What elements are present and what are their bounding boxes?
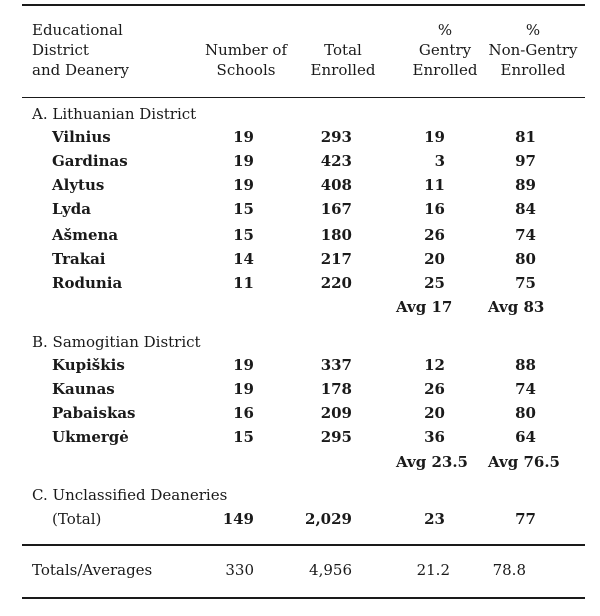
total-enrolled: 4,956 [309,561,352,579]
deanery-name: Kaunas [52,380,115,398]
nongentry-value: 97 [515,152,536,170]
section-title: A. Lithuanian District [32,105,197,123]
average-row [0,296,600,318]
deanery-name: Ukmergė [52,428,129,446]
total-schools: 330 [225,561,254,579]
schools-value: 19 [233,152,254,170]
total-gentry: 21.2 [416,561,450,579]
section-title: B. Samogitian District [32,333,201,351]
nongentry-value: 77 [515,510,536,528]
deanery-name: Vilnius [52,128,111,146]
enrolled-value: 408 [320,176,352,194]
nongentry-value: 80 [515,404,536,422]
gentry-value: 23 [424,510,445,528]
nongentry-value: 75 [515,274,536,292]
nongentry-value: 88 [515,356,536,374]
enrolled-value: 295 [320,428,352,446]
gentry-value: 11 [424,176,445,194]
enrolled-value: 167 [320,200,352,218]
deanery-name: Gardinas [52,152,128,170]
totals-label: Totals/Averages [32,561,153,579]
header-line: Total [324,41,362,59]
top-rule [22,4,585,6]
nongentry-value: 81 [515,128,536,146]
gentry-value: 26 [424,380,445,398]
schools-value: 15 [233,226,254,244]
header-line: Enrolled [500,61,566,79]
table-row [0,198,600,220]
gentry-value: 12 [424,356,445,374]
table-row [0,426,600,448]
gentry-value: 19 [424,128,445,146]
table-row [0,248,600,270]
table-row [0,508,600,530]
header-line: and Deanery [32,61,130,79]
header-line: Non-Gentry [488,41,578,59]
nongentry-value: 64 [515,428,536,446]
table-row [0,272,600,294]
enrolled-value: 423 [320,152,352,170]
header-line: Enrolled [412,61,478,79]
table-row [0,402,600,424]
avg-nongentry: Avg 76.5 [488,453,560,471]
schools-value: 19 [233,356,254,374]
header-line: % [437,21,453,39]
schools-value: 19 [233,128,254,146]
header-rule [22,97,585,98]
enrolled-value: 209 [320,404,352,422]
nongentry-value: 89 [515,176,536,194]
table-row [0,174,600,196]
deanery-name: Trakai [52,250,106,268]
section-heading-unclassified [0,484,600,506]
gentry-value: 36 [424,428,445,446]
header-district-deanery [32,20,129,80]
gentry-value: 20 [424,404,445,422]
enrolled-value: 220 [320,274,352,292]
table-row [0,150,600,172]
table-row [0,378,600,400]
header-line: Educational [32,21,123,39]
header-line: % [525,21,541,39]
deanery-name: Ašmena [52,226,119,244]
gentry-value: 26 [424,226,445,244]
nongentry-value: 74 [515,380,536,398]
section-title: C. Unclassified Deaneries [32,486,228,504]
table-row [0,126,600,148]
gentry-value: 16 [424,200,445,218]
enrolled-value: 178 [320,380,352,398]
deanery-name: Alytus [52,176,105,194]
totals-rule [22,544,585,546]
totals-row [0,559,600,581]
enrolled-value: 217 [320,250,352,268]
deanery-name: Kupiškis [52,356,125,374]
table-row [0,224,600,246]
schools-value: 15 [233,200,254,218]
bottom-rule [22,597,585,599]
nongentry-value: 74 [515,226,536,244]
gentry-value: 3 [434,152,445,170]
header-total-enrolled [298,40,388,80]
enrolled-value: 180 [320,226,352,244]
section-heading-lithuanian [0,103,600,125]
nongentry-value: 80 [515,250,536,268]
avg-gentry: Avg 23.5 [396,453,468,471]
header-line: District [32,41,89,59]
section-heading-samogitian [0,331,600,353]
schools-value: 19 [233,176,254,194]
total-nongentry: 78.8 [492,561,526,579]
header-line: Gentry [418,41,472,59]
deanery-name: Lyda [52,200,91,218]
table-row [0,354,600,376]
enrolled-value: 293 [320,128,352,146]
deanery-name: Rodunia [52,274,123,292]
header-line: Enrolled [310,61,376,79]
avg-gentry: Avg 17 [396,298,453,316]
gentry-value: 25 [424,274,445,292]
schools-value: 15 [233,428,254,446]
nongentry-value: 84 [515,200,536,218]
deanery-name: Pabaiskas [52,404,136,422]
schools-value: 16 [233,404,254,422]
header-line: Number of [204,41,287,59]
gentry-value: 20 [424,250,445,268]
enrolled-value: 337 [320,356,352,374]
header-number-of-schools [196,40,296,80]
deanery-name: (Total) [52,510,102,528]
header-line: Schools [216,61,276,79]
average-row [0,451,600,473]
schools-value: 149 [222,510,254,528]
schools-value: 11 [233,274,254,292]
header-non-gentry-enrolled [470,20,596,80]
enrolled-value: 2,029 [305,510,352,528]
schools-value: 14 [233,250,254,268]
schools-value: 19 [233,380,254,398]
avg-nongentry: Avg 83 [488,298,545,316]
